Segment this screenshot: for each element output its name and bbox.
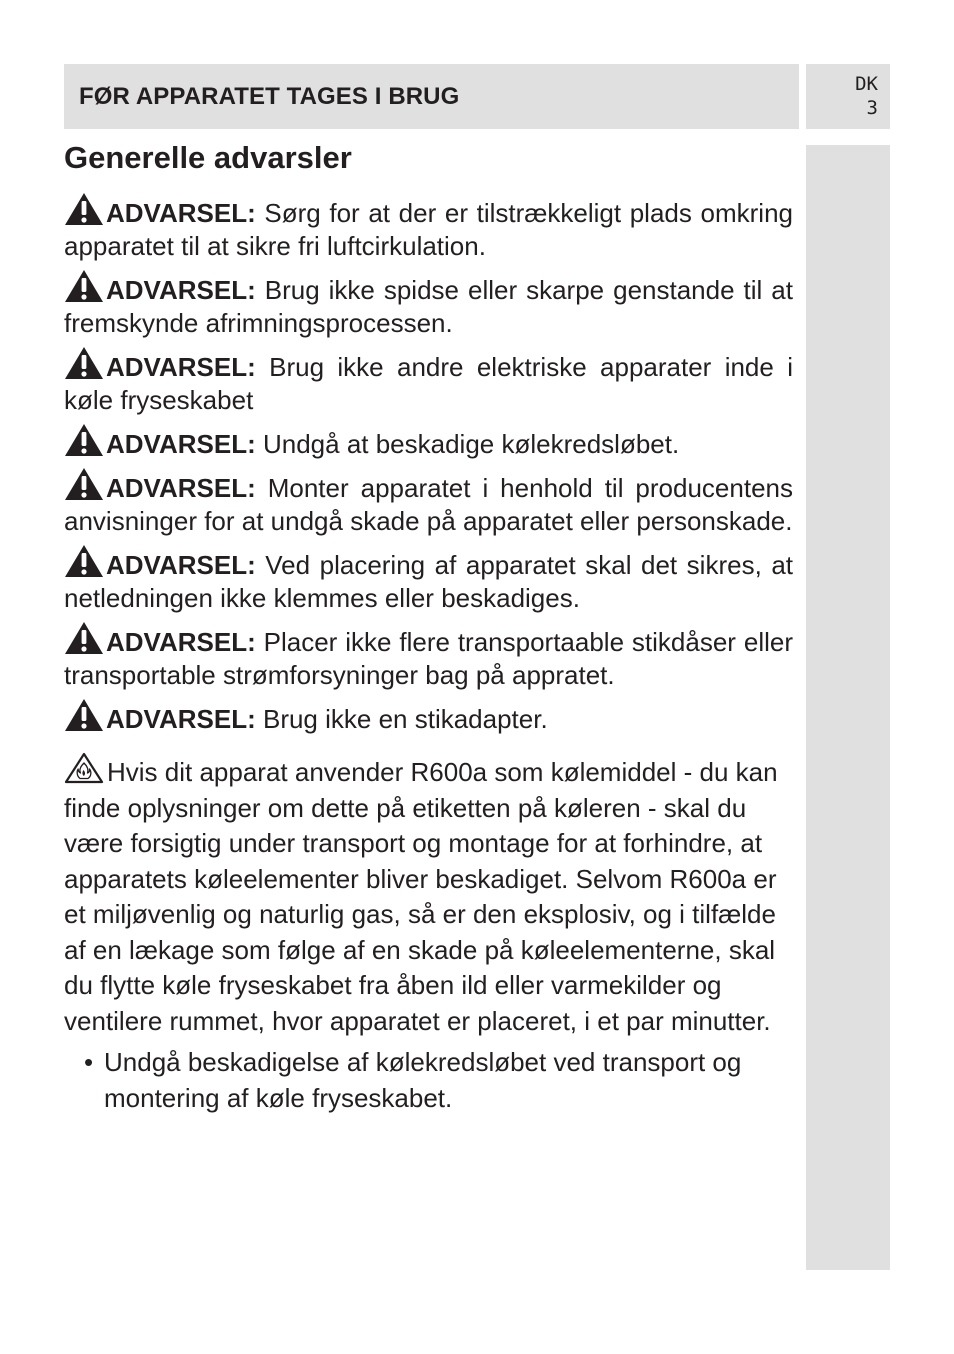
bullet-text: Undgå beskadigelse af kølekredsløbet ved transport og montering af køle fryseskabet. bbox=[104, 1047, 742, 1113]
warning-text: Monter apparatet i henhold til producentens anvisninger for at undgå skade på apparatet eller personskade. bbox=[64, 473, 793, 536]
bullet-marker: • bbox=[84, 1047, 94, 1077]
warning-triangle-icon bbox=[64, 467, 104, 501]
warning-text: Brug ikke andre elektriske apparater inde i køle fryseskabet bbox=[64, 352, 793, 415]
warning-item bbox=[64, 544, 793, 615]
warning-label: ADVARSEL: bbox=[106, 550, 256, 580]
warning-item bbox=[64, 621, 793, 692]
flammable-notice-text: Hvis dit apparat anvender R600a som kølemiddel - du kan finde oplysninger om dette på etiketten på køleren - skal du være forsigtig under transport og montage for at forhindre, at apparatets køleelementer bliver beskadiget. Selvom R600a er et miljøvenlig og naturlig gas, så er den eksplosiv, og i tilfælde af en lækage som følge af en skade på køleelementerne, skal du flytte køle fryseskabet fra åben ild eller varmekilder og ventilere rummet, hvor apparatet er placeret, i et par minutter. bbox=[64, 757, 778, 1036]
section-heading: Generelle advarsler bbox=[64, 140, 352, 175]
flammable-warning-icon bbox=[64, 752, 104, 784]
list-item bbox=[84, 1045, 800, 1116]
warning-label: ADVARSEL: bbox=[106, 704, 256, 734]
warning-triangle-icon bbox=[64, 544, 104, 578]
warning-triangle-icon bbox=[64, 346, 104, 380]
warning-text: Placer ikke flere transportaable stikdåser eller transportable strømforsyninger bag på appratet. bbox=[64, 627, 793, 690]
warning-item bbox=[64, 269, 793, 340]
flammable-notice bbox=[64, 752, 800, 1039]
warning-label: ADVARSEL: bbox=[106, 429, 256, 459]
warning-label: ADVARSEL: bbox=[106, 352, 256, 382]
warning-text: Undgå at beskadige kølekredsløbet. bbox=[255, 429, 680, 459]
warning-item bbox=[64, 192, 793, 263]
section-header-bar bbox=[64, 64, 799, 129]
language-code: DK bbox=[855, 73, 878, 95]
warning-label: ADVARSEL: bbox=[106, 473, 256, 503]
page-number: 3 bbox=[866, 97, 878, 119]
warning-triangle-icon bbox=[64, 423, 104, 457]
warning-text: Brug ikke spidse eller skarpe genstande til at fremskynde afrimningsprocessen. bbox=[64, 275, 793, 338]
warning-triangle-icon bbox=[64, 698, 104, 732]
warning-item bbox=[64, 423, 793, 461]
bullet-list bbox=[64, 1045, 800, 1116]
warnings-content bbox=[64, 192, 793, 1116]
warning-label: ADVARSEL: bbox=[106, 275, 256, 305]
warning-triangle-icon bbox=[64, 192, 104, 226]
warning-triangle-icon bbox=[64, 621, 104, 655]
warning-text: Sørg for at der er tilstrækkeligt plads omkring apparatet til at sikre fri luftcirkulation. bbox=[64, 198, 793, 261]
page-tab bbox=[806, 64, 890, 129]
warning-label: ADVARSEL: bbox=[106, 198, 256, 228]
header-title: FØR APPARATET TAGES I BRUG bbox=[79, 82, 460, 110]
warning-text: Ved placering af apparatet skal det sikres, at netledningen ikke klemmes eller beskadiges. bbox=[64, 550, 793, 613]
warning-triangle-icon bbox=[64, 269, 104, 303]
warning-label: ADVARSEL: bbox=[106, 627, 256, 657]
warning-text: Brug ikke en stikadapter. bbox=[255, 704, 548, 734]
warning-item bbox=[64, 467, 793, 538]
warning-item bbox=[64, 346, 793, 417]
warning-item bbox=[64, 698, 793, 736]
side-margin-band bbox=[806, 145, 890, 1270]
